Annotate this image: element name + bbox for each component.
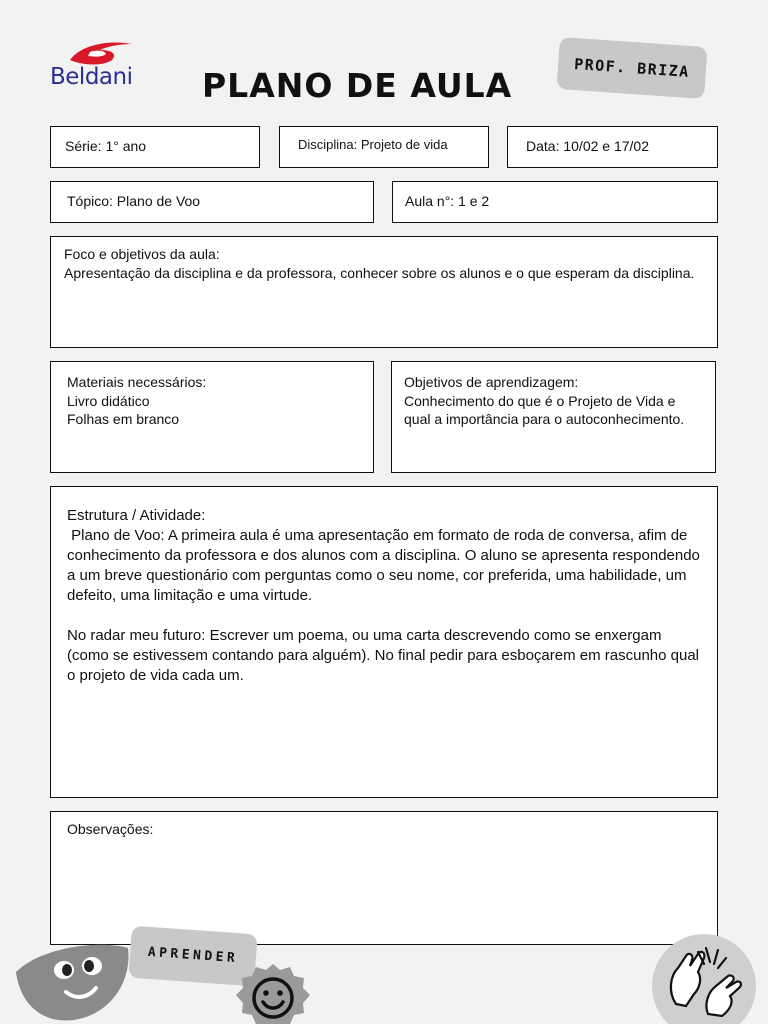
foco-section <box>50 236 718 348</box>
aula-text: Aula n°: 1 e 2 <box>405 193 490 209</box>
objetivos-text: Conhecimento do que é o Projeto de Vida e qual a importância para o autoconhecimento. <box>404 392 685 427</box>
estrutura-section <box>50 486 718 798</box>
serie-text: Série: 1° ano <box>65 138 147 154</box>
foco-text: Apresentação da disciplina e da professora, conhecer sobre os alunos e o que esperam da disciplina. <box>64 264 695 281</box>
page-title: PLANO DE AULA <box>202 66 513 105</box>
data-text: Data: 10/02 e 17/02 <box>526 138 649 154</box>
foco-label: Foco e objetivos da aula: <box>64 246 220 262</box>
disciplina-text: Disciplina: Projeto de vida <box>298 137 448 152</box>
objetivos-label: Objetivos de aprendizagem: <box>404 374 579 390</box>
aprender-sticker: APRENDER <box>128 926 257 987</box>
mask-face-icon <box>12 940 132 1024</box>
materiais-section <box>50 361 374 473</box>
clapping-hands-icon <box>650 932 758 1024</box>
estrutura-label: Estrutura / Atividade: <box>67 507 206 524</box>
list-item: Livro didático <box>67 392 150 409</box>
serie-field <box>50 126 260 168</box>
estrutura-paragraph-1: Plano de Voo: A primeira aula é uma apresentação em formato de roda de conversa, afim de conhecimento da professora e dos alunos com a disciplina. O aluno se apresenta respondendo a um breve questionário com perguntas como o seu nome, cor preferida, uma habilidade, um defeito, uma limitação e uma virtude. <box>67 527 705 604</box>
aula-field <box>392 181 718 223</box>
data-field <box>507 126 718 168</box>
teacher-badge: PROF. BRIZA <box>556 37 707 99</box>
materiais-label: Materiais necessários: <box>67 374 207 390</box>
estrutura-paragraph-2: No radar meu futuro: Escrever um poema, ou uma carta descrevendo como se enxergam (como se estivessem contando para alguém). No final pedir para esboçarem em rascunho qual o projeto de vida cada um. <box>67 627 699 684</box>
observacoes-section <box>50 811 718 945</box>
topico-text: Tópico: Plano de Voo <box>67 193 201 209</box>
brand-name: Beldani <box>50 64 133 90</box>
list-item: Folhas em branco <box>67 411 180 427</box>
observacoes-label: Observações: <box>67 821 154 837</box>
topico-field <box>50 181 374 223</box>
disciplina-field <box>279 126 489 168</box>
smiley-icon <box>234 962 312 1024</box>
objetivos-section <box>391 361 716 473</box>
